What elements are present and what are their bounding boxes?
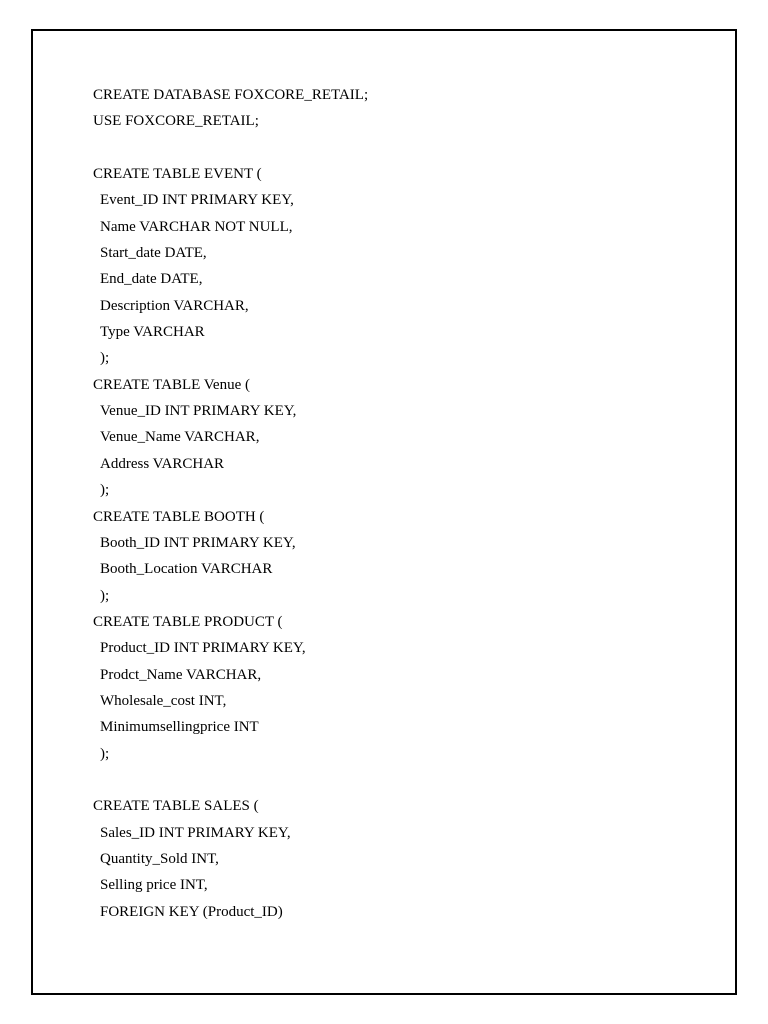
code-line: ); — [100, 350, 110, 367]
code-line: Type VARCHAR — [100, 324, 205, 341]
code-line: CREATE TABLE EVENT ( — [93, 166, 262, 183]
code-line: Event_ID INT PRIMARY KEY, — [100, 192, 294, 209]
code-line: Description VARCHAR, — [100, 297, 249, 314]
code-line: Start_date DATE, — [100, 245, 207, 262]
code-line: FOREIGN KEY (Product_ID) — [100, 903, 283, 920]
sql-code-block — [93, 82, 368, 925]
code-line: USE FOXCORE_RETAIL; — [93, 113, 259, 130]
code-line: CREATE TABLE BOOTH ( — [93, 508, 265, 525]
blank-line — [93, 135, 368, 161]
code-line: ); — [100, 482, 110, 499]
code-line: Wholesale_cost INT, — [100, 692, 227, 709]
code-line: Name VARCHAR NOT NULL, — [100, 218, 293, 235]
code-line: CREATE TABLE Venue ( — [93, 376, 250, 393]
code-line: Booth_ID INT PRIMARY KEY, — [100, 534, 296, 551]
code-line: Selling price INT, — [100, 877, 208, 894]
code-line: ); — [100, 587, 110, 604]
code-line: Sales_ID INT PRIMARY KEY, — [100, 824, 291, 841]
code-line: Product_ID INT PRIMARY KEY, — [100, 640, 306, 657]
code-line: Venue_ID INT PRIMARY KEY, — [100, 403, 297, 420]
code-line: CREATE DATABASE FOXCORE_RETAIL; — [93, 87, 369, 103]
blank-line — [93, 767, 368, 793]
code-line: Booth_Location VARCHAR — [100, 561, 273, 578]
code-line: Prodct_Name VARCHAR, — [100, 666, 262, 683]
code-line: End_date DATE, — [100, 271, 203, 288]
code-line: Venue_Name VARCHAR, — [100, 429, 260, 446]
code-line: CREATE TABLE PRODUCT ( — [93, 613, 283, 630]
code-line: Quantity_Sold INT, — [100, 850, 219, 867]
code-line: Address VARCHAR — [100, 455, 225, 472]
code-line: CREATE TABLE SALES ( — [93, 798, 259, 815]
code-line: Minimumsellingprice INT — [100, 719, 259, 736]
code-line: ); — [100, 745, 110, 762]
